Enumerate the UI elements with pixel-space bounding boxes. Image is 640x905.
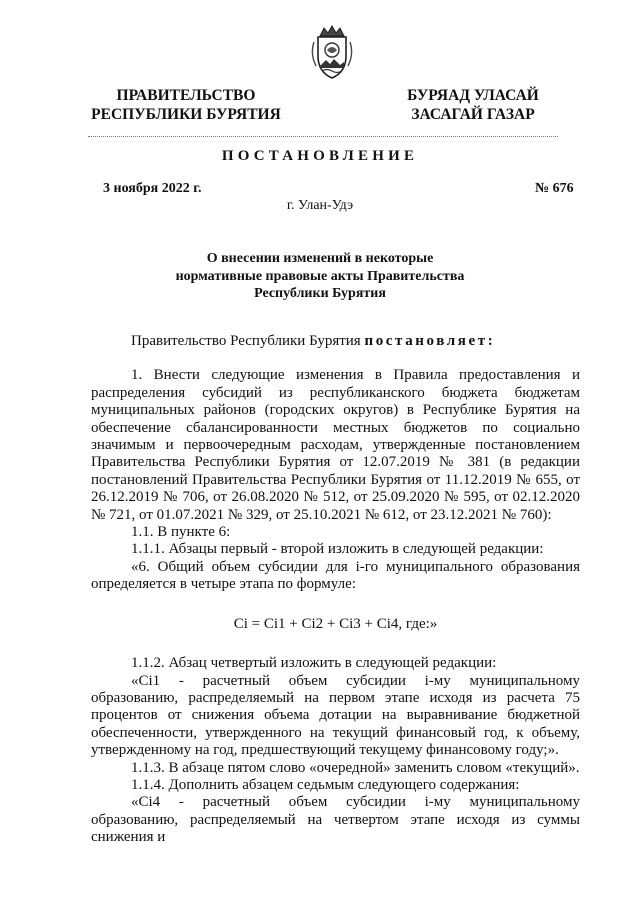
issuer-name-russian — [86, 86, 286, 124]
document-date: 3 ноября 2022 г. — [103, 181, 202, 196]
document-city: г. Улан-Удэ — [286, 198, 354, 213]
header-divider — [88, 136, 558, 137]
intro-text: Правительство Республики Бурятия — [131, 333, 365, 349]
paragraph-1: 1. Внести следующие изменения в Правила предоставления и распределения субсидий из республиканского бюджета бюджетам муниципальных районов (городских округов) в Республике Бурятия на обеспечение сбалансированности местных бюджетов по социально значимым и первоочередным расходам, утвержденные постановлением Правительства Республики Бурятия от 12.07.2019 № 381 (в редакции постановлений Правительства Республики Бурятия от 11.12.2019 № 655, от 26.12.2019 № 706, от 26.08.2020 № 512, от 25.09.2020 № 595, от 02.12.2020 № 721, от 01.07.2021 № 329, от 25.10.2021 № 612, от 23.12.2021 № 760): — [91, 367, 580, 523]
paragraph-ci1: «Ci1 - расчетный объем субсидии i-му муниципальному образованию, распределяемый на первом этапе исходя из расчета 75 процентов от снижения объема дотации на выравнивание бюджетной обеспеченности, утвержденного на текущий финансовый год, к объему, утвержденному на год, предшествующий текущему финансовому году;». — [91, 672, 580, 759]
paragraph-1-1-3: 1.1.3. В абзаце пятом слово «очередной» заменить словом «текущий». — [131, 759, 580, 776]
issuer-line: РЕСПУБЛИКИ БУРЯТИЯ — [91, 106, 281, 123]
issuer-line: ЗАСАГАЙ ГАЗАР — [411, 106, 535, 123]
paragraph-quote-6: «6. Общий объем субсидии для i-го муниципального образования определяется в четыре этапа по формуле: — [91, 558, 580, 593]
title-line: нормативные правовые акты Правительства — [175, 268, 465, 284]
paragraph-1-1-4: 1.1.4. Дополнить абзацем седьмым следующего содержания: — [131, 776, 520, 793]
title-line: О внесении изменений в некоторые — [206, 251, 434, 266]
paragraph-1-1-1: 1.1.1. Абзацы первый - второй изложить в следующей редакции: — [131, 541, 544, 558]
issuer-line: ПРАВИТЕЛЬСТВО — [116, 87, 256, 104]
coat-of-arms-icon — [300, 20, 364, 84]
document-body — [91, 333, 580, 847]
issuer-line: БУРЯАД УЛАСАЙ — [407, 87, 539, 104]
intro-decree-word: постановляет: — [364, 333, 496, 349]
paragraph-1-1: 1.1. В пункте 6: — [131, 524, 231, 541]
document-number: № 676 — [535, 181, 574, 196]
formula: Ci = Ci1 + Ci2 + Ci3 + Ci4, где:» — [233, 615, 438, 632]
document-type: ПОСТАНОВЛЕНИЕ — [221, 148, 419, 164]
paragraph-ci4: «Ci4 - расчетный объем субсидии i-му муниципальному образованию, распределяемый на четвертом этапе исходя из суммы снижения и — [91, 794, 580, 846]
issuer-name-buryat — [388, 86, 558, 124]
title-line: Республики Бурятия — [254, 286, 386, 301]
paragraph-1-1-2: 1.1.2. Абзац четвертый изложить в следующей редакции: — [131, 655, 497, 672]
intro-paragraph — [91, 333, 580, 350]
document-title — [150, 250, 490, 303]
